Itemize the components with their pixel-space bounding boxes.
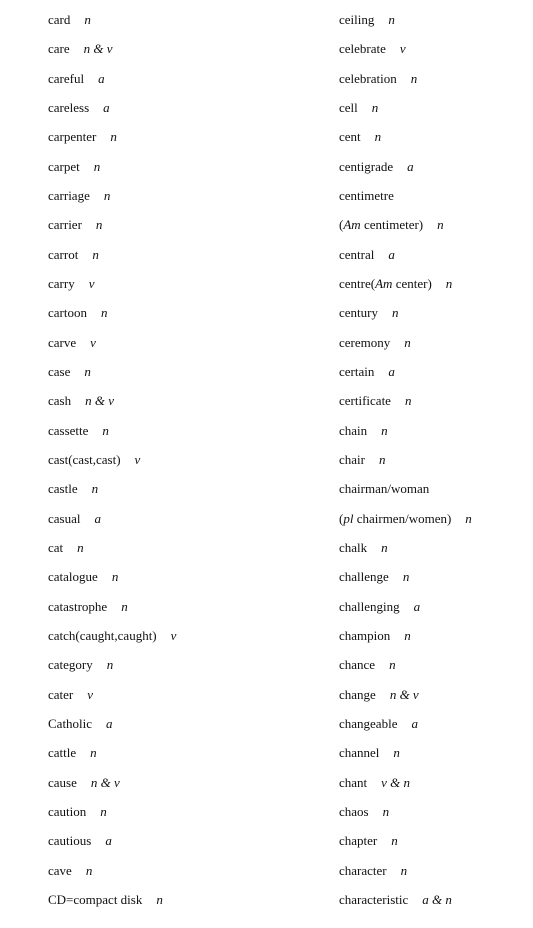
part-of-speech: n — [103, 187, 111, 203]
variant-form: center) — [392, 275, 432, 291]
vocab-entry — [339, 269, 472, 298]
vocab-entry — [48, 34, 176, 63]
vocab-word: carpet — [48, 158, 80, 174]
vocab-word: carve — [48, 334, 77, 350]
vocab-word: champion — [339, 627, 391, 643]
vocab-word: centre — [339, 275, 371, 291]
vocab-word: care — [48, 41, 70, 57]
part-of-speech: a — [103, 99, 110, 115]
vocab-entry — [339, 93, 472, 122]
part-of-speech: n — [402, 569, 410, 585]
vocab-entry — [48, 738, 176, 767]
vocab-entry — [339, 562, 472, 591]
vocab-word: cat — [48, 539, 64, 555]
vocab-entry — [48, 474, 176, 503]
part-of-speech: a & n — [422, 891, 452, 907]
part-of-speech: n — [445, 275, 453, 291]
part-of-speech: n — [92, 246, 99, 262]
vocab-entry — [339, 240, 472, 269]
vocab-entry — [48, 504, 176, 533]
vocab-entry — [48, 797, 176, 826]
paren-open: ( — [339, 217, 344, 233]
vocab-word: chapter — [339, 833, 378, 849]
part-of-speech: n — [95, 217, 103, 233]
part-of-speech: n & v — [90, 774, 120, 790]
vocab-entry — [339, 504, 472, 533]
vocab-entry — [48, 64, 176, 93]
part-of-speech: a — [106, 715, 113, 731]
part-of-speech: n — [404, 627, 411, 643]
vocab-word: centimetre — [339, 187, 394, 203]
vocab-word: cave — [48, 862, 72, 878]
vocab-word: casual — [48, 510, 81, 526]
part-of-speech: a — [94, 510, 101, 526]
variant-form: chairmen/women) — [353, 510, 452, 526]
vocab-entry — [339, 122, 472, 151]
vocab-word: cassette — [48, 422, 89, 438]
vocab-word: case — [48, 363, 71, 379]
part-of-speech: n — [437, 217, 444, 233]
vocab-entry — [48, 768, 176, 797]
part-of-speech: a — [98, 70, 105, 86]
part-of-speech: n — [404, 334, 411, 350]
part-of-speech: n — [391, 833, 398, 849]
part-of-speech: v — [90, 334, 96, 350]
vocab-entry — [48, 533, 176, 562]
part-of-speech: n — [111, 569, 119, 585]
vocab-word: Catholic — [48, 715, 93, 731]
part-of-speech: n — [93, 158, 101, 174]
vocab-entry — [339, 592, 472, 621]
vocab-word: chaos — [339, 803, 369, 819]
part-of-speech: v — [134, 451, 141, 467]
vocab-entry — [48, 240, 176, 269]
part-of-speech: n — [378, 451, 386, 467]
vocab-word: chant — [339, 774, 368, 790]
vocab-entry — [339, 826, 472, 855]
vocab-word: chair — [339, 451, 365, 467]
paren-open: ( — [339, 510, 344, 526]
vocab-word: cell — [339, 99, 358, 115]
part-of-speech: v — [88, 275, 95, 291]
vocab-entry — [339, 34, 472, 63]
vocab-entry — [48, 650, 176, 679]
vocab-entry — [339, 621, 472, 650]
vocab-word: cause — [48, 774, 77, 790]
vocab-word: cartoon — [48, 305, 87, 321]
part-of-speech: n — [382, 803, 390, 819]
part-of-speech: n — [85, 862, 93, 878]
part-of-speech: v — [87, 686, 94, 702]
vocab-entry — [48, 210, 176, 239]
vocab-word: certificate — [339, 393, 391, 409]
part-of-speech: n — [110, 129, 117, 145]
vocab-word: careful — [48, 70, 85, 86]
right-word-column — [339, 5, 472, 914]
vocab-entry — [339, 768, 472, 797]
vocab-entry — [339, 797, 472, 826]
vocab-word: cater — [48, 686, 74, 702]
variant-label: Am — [343, 217, 361, 233]
part-of-speech: n & v — [389, 686, 419, 702]
vocab-entry — [339, 533, 472, 562]
vocab-word: carrier — [48, 217, 82, 233]
part-of-speech: n — [84, 12, 91, 27]
vocab-entry — [339, 5, 472, 34]
vocab-entry — [48, 357, 176, 386]
vocab-word: catalogue — [48, 569, 98, 585]
vocab-entry — [339, 152, 472, 181]
vocab-entry — [339, 64, 472, 93]
part-of-speech: v — [170, 627, 177, 643]
part-of-speech: n — [102, 422, 109, 438]
vocab-entry — [48, 181, 176, 210]
vocab-entry — [48, 856, 176, 885]
part-of-speech: n & v — [85, 393, 114, 409]
part-of-speech: n — [77, 539, 84, 555]
part-of-speech: n — [381, 539, 388, 555]
part-of-speech: n — [371, 99, 379, 115]
part-of-speech: n — [410, 70, 418, 86]
vocab-entry — [339, 709, 472, 738]
part-of-speech: a — [388, 246, 395, 262]
variant-form: centimeter) — [360, 217, 424, 233]
vocab-entry — [48, 621, 176, 650]
part-of-speech: n — [84, 363, 91, 379]
part-of-speech: n — [465, 510, 472, 526]
vocab-entry — [339, 210, 472, 239]
part-of-speech: n — [374, 129, 382, 145]
vocab-word: challenge — [339, 569, 389, 585]
variant-label: Am — [375, 275, 393, 291]
part-of-speech: n — [121, 598, 128, 614]
vocab-word: card — [48, 12, 71, 27]
vocab-entry — [339, 445, 472, 474]
part-of-speech: a — [105, 833, 112, 849]
variant-label: pl — [343, 510, 354, 526]
part-of-speech: a — [388, 363, 395, 379]
vocab-word: celebration — [339, 70, 397, 86]
vocab-entry — [339, 474, 472, 503]
vocab-word: cent — [339, 129, 361, 145]
vocab-entry — [48, 269, 176, 298]
vocab-entry — [48, 709, 176, 738]
vocab-word: cash — [48, 393, 72, 409]
vocab-word: channel — [339, 745, 380, 761]
vocab-word: chairman/woman — [339, 481, 430, 497]
part-of-speech: n — [156, 891, 163, 907]
vocab-word: caution — [48, 803, 87, 819]
part-of-speech: n — [391, 305, 399, 321]
paren-open: ( — [370, 275, 376, 291]
vocab-entry — [339, 738, 472, 767]
vocab-entry — [339, 181, 472, 210]
vocab-entry — [339, 680, 472, 709]
vocab-word: cautious — [48, 833, 92, 849]
part-of-speech: a — [413, 598, 421, 614]
vocab-word: centigrade — [339, 158, 394, 174]
vocab-entry — [48, 680, 176, 709]
part-of-speech: n — [381, 422, 388, 438]
vocab-entry — [48, 298, 176, 327]
vocab-word: catastrophe — [48, 598, 108, 614]
vocab-entry — [339, 856, 472, 885]
vocab-word: carry — [48, 275, 75, 291]
vocab-entry — [48, 152, 176, 181]
part-of-speech: n — [393, 745, 400, 761]
vocab-entry — [48, 562, 176, 591]
vocab-entry — [48, 885, 176, 914]
part-of-speech: n — [389, 657, 396, 673]
vocab-word: chain — [339, 422, 368, 438]
vocab-entry — [48, 328, 176, 357]
vocab-entry — [339, 386, 472, 415]
vocab-entry — [339, 885, 472, 914]
vocab-entry — [339, 416, 472, 445]
vocab-entry — [48, 416, 176, 445]
vocab-word: castle — [48, 481, 78, 497]
vocab-word: carpenter — [48, 129, 97, 145]
vocab-word: certain — [339, 363, 375, 379]
vocab-word: changeable — [339, 715, 398, 731]
vocab-entry — [48, 386, 176, 415]
vocab-entry — [48, 592, 176, 621]
vocab-entry — [48, 826, 176, 855]
part-of-speech: n — [100, 305, 108, 321]
vocab-entry — [339, 650, 472, 679]
part-of-speech: n — [388, 12, 395, 27]
part-of-speech: v & n — [381, 774, 411, 790]
vocab-word: catch(caught,caught) — [48, 627, 157, 643]
part-of-speech: a — [411, 715, 418, 731]
vocab-word: change — [339, 686, 376, 702]
vocab-word: characteristic — [339, 891, 409, 907]
part-of-speech: n — [100, 803, 107, 819]
vocab-word: carriage — [48, 187, 90, 203]
vocab-word: cast(cast,cast) — [48, 451, 121, 467]
vocab-word: ceiling — [339, 12, 375, 27]
part-of-speech: n — [90, 745, 97, 761]
vocab-entry — [339, 298, 472, 327]
vocab-word: chalk — [339, 539, 368, 555]
vocab-word: carrot — [48, 246, 79, 262]
vocab-word: century — [339, 305, 378, 321]
vocab-entry — [48, 122, 176, 151]
part-of-speech: n — [404, 393, 412, 409]
part-of-speech: n — [91, 481, 99, 497]
vocab-entry — [339, 357, 472, 386]
vocab-entry — [48, 445, 176, 474]
vocab-word: character — [339, 862, 387, 878]
vocab-entry — [339, 328, 472, 357]
vocab-word: ceremony — [339, 334, 391, 350]
vocab-word: challenging — [339, 598, 400, 614]
part-of-speech: a — [407, 158, 414, 174]
vocab-word: central — [339, 246, 375, 262]
vocab-entry — [48, 5, 176, 34]
part-of-speech: n & v — [83, 41, 113, 57]
vocab-word: cattle — [48, 745, 77, 761]
part-of-speech: n — [400, 862, 408, 878]
vocab-word: celebrate — [339, 41, 386, 57]
vocab-word: careless — [48, 99, 90, 115]
vocab-word: category — [48, 657, 93, 673]
part-of-speech: n — [106, 657, 114, 673]
part-of-speech: v — [399, 41, 406, 57]
left-word-column — [48, 5, 176, 914]
vocab-word: chance — [339, 657, 376, 673]
vocab-word: CD=compact disk — [48, 891, 143, 907]
vocab-entry — [48, 93, 176, 122]
